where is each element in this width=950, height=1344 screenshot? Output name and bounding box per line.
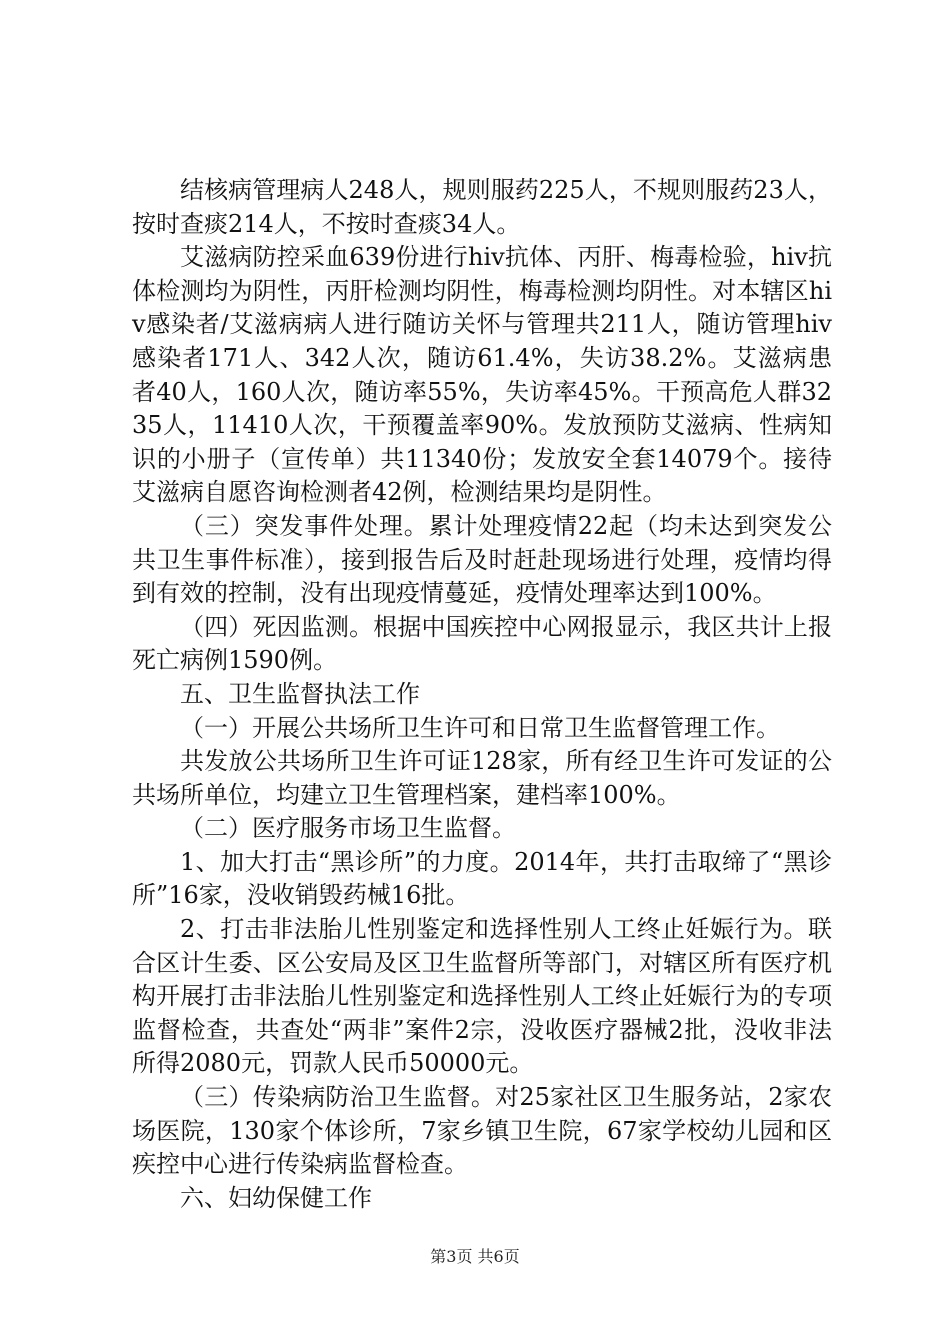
subheading-medical-market: （二）医疗服务市场卫生监督。: [180, 814, 516, 843]
subheading-public-places: （一）开展公共场所卫生许可和日常卫生监督管理工作。: [180, 713, 780, 742]
paragraph-public-place-permits: 共发放公共场所卫生许可证128家，所有经卫生许可发证的公共场所单位，均建立卫生管理档案，建档率100%。: [132, 747, 832, 809]
section-heading-health-supervision: 五、卫生监督执法工作: [180, 679, 420, 708]
paragraph-illegal-sex-identification: 2、打击非法胎儿性别鉴定和选择性别人工终止妊娠行为。联合区计生委、区公安局及区卫生监督所等部门，对辖区所有医疗机构开展打击非法胎儿性别鉴定和选择性别人工终止妊娠行为的专项监督检查，共查处“两非”案件2宗，没收医疗器械2批，没收非法所得2080元，罚款人民币50000元。: [132, 915, 832, 1078]
paragraph-infectious-disease-supervision: （三）传染病防治卫生监督。对25家社区卫生服务站，2家农场医院，130家个体诊所，7家乡镇卫生院，67家学校幼儿园和区疾控中心进行传染病监督检查。: [132, 1083, 832, 1179]
section-heading-maternal-child-health: 六、妇幼保健工作: [180, 1183, 372, 1212]
paragraph-illegal-clinics: 1、加大打击“黑诊所”的力度。2014年，共打击取缔了“黑诊所”16家，没收销毁药械16批。: [132, 847, 832, 910]
page-footer: 第3页 共6页: [430, 1247, 520, 1266]
paragraph-tb-management: 结核病管理病人248人，规则服药225人，不规则服药23人，按时查痰214人，不按时查痰34人。: [132, 176, 832, 238]
paragraph-emergency-handling: （三）突发事件处理。累计处理疫情22起（均未达到突发公共卫生事件标准），接到报告后及时赶赴现场进行处理，疫情均得到有效的控制，没有出现疫情蔓延，疫情处理率达到100%。: [132, 511, 832, 608]
paragraph-aids-control: 艾滋病防控采血639份进行hiv抗体、丙肝、梅毒检验，hiv抗体检测均为阴性，丙肝检测均阴性，梅毒检测均阴性。对本辖区hiv感染者/艾滋病病人进行随访关怀与管理共211人，随访管理hiv感染者171人、342人次，随访61.4%，失访38.2%。艾滋病患者40人，160人次，随访率55%，失访率45%。干预高危人群3235人，11410人次，干预覆盖率90%。发放预防艾滋病、性病知识的小册子（宣传单）共11340份；发放安全套14079个。接待艾滋病自愿咨询检测者42例，检测结果均是阴性。: [132, 243, 832, 507]
paragraph-death-surveillance: （四）死因监测。根据中国疾控中心网报显示，我区共计上报死亡病例1590例。: [132, 612, 832, 675]
document-body: [132, 174, 832, 1215]
